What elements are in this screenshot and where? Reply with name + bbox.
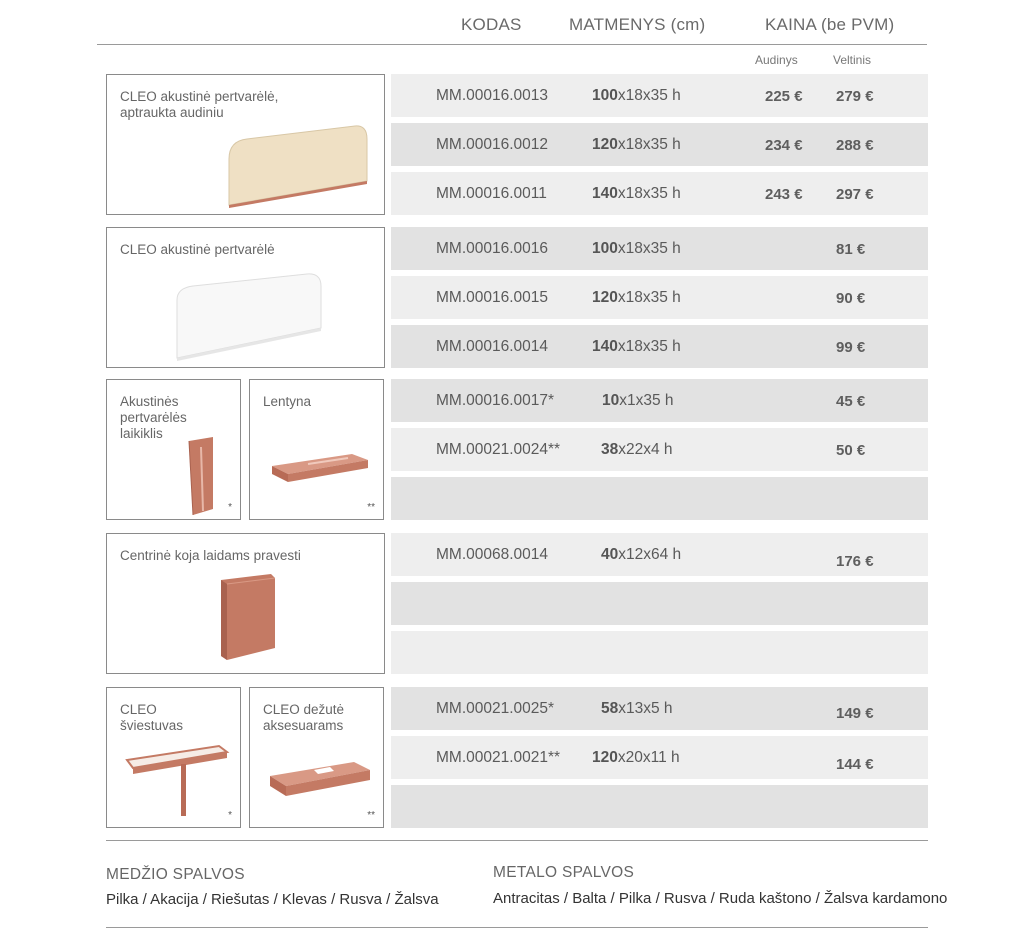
product-label: Akustinės pertvarėlės laikiklis [120, 394, 187, 441]
row-code: MM.00021.0021** [436, 749, 561, 766]
row-dimensions: 120x20x11 h [592, 749, 680, 766]
header-veltinis: Veltinis [833, 53, 872, 67]
product-card-shelf [249, 379, 384, 520]
row-price-veltinis: 297 € [836, 186, 874, 203]
row-code: MM.00016.0013 [436, 87, 549, 104]
row-price-veltinis: 149 € [836, 705, 874, 722]
row-price-veltinis: 81 € [836, 241, 866, 258]
row-dimensions: 120x18x35 h [592, 136, 681, 153]
product-card-holder [106, 379, 241, 520]
row-dimensions: 140x18x35 h [592, 338, 681, 355]
fabric-partition-image [217, 121, 377, 211]
header-kodas: KODAS [461, 15, 522, 34]
lamp-image [123, 738, 233, 818]
row-dimensions: 100x18x35 h [592, 240, 681, 257]
product-card-partition [106, 227, 385, 368]
row-dimensions: 140x18x35 h [592, 185, 681, 202]
row-price-audinys: 225 € [765, 88, 803, 105]
row-dimensions: 38x22x4 h [601, 441, 673, 458]
table-row [391, 736, 928, 779]
table-row [391, 74, 928, 117]
shelf-image [268, 446, 373, 491]
row-price-audinys: 234 € [765, 137, 803, 154]
footnote-star: * [228, 502, 232, 513]
footnote-star: ** [367, 502, 375, 513]
table-row [391, 631, 928, 674]
metal-colors-title: METALO SPALVOS [493, 864, 635, 881]
table-row [391, 325, 928, 368]
table-row [391, 379, 928, 422]
table-row [391, 172, 928, 215]
product-card-accessory-box [249, 687, 384, 828]
footnote-star: * [228, 810, 232, 821]
accessory-box-image [266, 754, 374, 804]
partition-image [167, 270, 337, 365]
product-label: Centrinė koja laidams pravesti [120, 548, 301, 563]
header-kaina: KAINA (be PVM) [765, 15, 895, 34]
product-label: Lentyna [263, 394, 312, 409]
footer-rule-top [106, 840, 928, 841]
row-dimensions: 58x13x5 h [601, 700, 673, 717]
row-code: MM.00016.0014 [436, 338, 549, 355]
table-row [391, 227, 928, 270]
row-price-audinys: 243 € [765, 186, 803, 203]
footnote-star: ** [367, 810, 375, 821]
row-code: MM.00016.0016 [436, 240, 549, 257]
product-label: CLEO akustinė pertvarėlė [120, 242, 275, 257]
table-row [391, 533, 928, 576]
row-code: MM.00016.0015 [436, 289, 549, 306]
row-code: MM.00016.0011 [436, 185, 547, 202]
header-matmenys: MATMENYS (cm) [569, 15, 706, 34]
table-row [391, 582, 928, 625]
row-code: MM.00016.0012 [436, 136, 549, 153]
product-card-center-leg [106, 533, 385, 674]
row-price-veltinis: 279 € [836, 88, 874, 105]
footer-rule-bottom [106, 927, 928, 928]
holder-image [183, 435, 223, 517]
header-audinys: Audinys [755, 53, 798, 67]
row-dimensions: 40x12x64 h [601, 546, 682, 563]
row-dimensions: 100x18x35 h [592, 87, 681, 104]
product-label: CLEO šviestuvas [120, 702, 184, 733]
header-rule [97, 44, 927, 45]
center-leg-image [215, 572, 285, 664]
row-code: MM.00021.0025* [436, 700, 555, 717]
row-price-veltinis: 176 € [836, 553, 874, 570]
table-row [391, 123, 928, 166]
row-code: MM.00068.0014 [436, 546, 549, 563]
wood-colors-list: Pilka / Akacija / Riešutas / Klevas / Rusva / Žalsva [106, 891, 439, 908]
row-price-veltinis: 50 € [836, 442, 866, 459]
wood-colors-title: MEDŽIO SPALVOS [106, 866, 245, 883]
table-row [391, 428, 928, 471]
table-row [391, 785, 928, 828]
product-card-fabric-partition [106, 74, 385, 215]
product-label: CLEO dežutė aksesuarams [263, 702, 345, 733]
row-dimensions: 120x18x35 h [592, 289, 681, 306]
row-price-veltinis: 45 € [836, 393, 866, 410]
row-price-veltinis: 99 € [836, 339, 866, 356]
table-row [391, 276, 928, 319]
row-price-veltinis: 288 € [836, 137, 874, 154]
product-label: CLEO akustinė pertvarėlė, aptraukta audiniu [120, 89, 279, 120]
row-dimensions: 10x1x35 h [602, 392, 674, 409]
table-row [391, 687, 928, 730]
row-price-veltinis: 144 € [836, 756, 874, 773]
metal-colors-list: Antracitas / Balta / Pilka / Rusva / Ruda kaštono / Žalsva kardamono [493, 890, 948, 907]
row-code: MM.00016.0017* [436, 392, 555, 409]
row-price-veltinis: 90 € [836, 290, 866, 307]
table-row [391, 477, 928, 520]
row-code: MM.00021.0024** [436, 441, 561, 458]
product-card-lamp [106, 687, 241, 828]
